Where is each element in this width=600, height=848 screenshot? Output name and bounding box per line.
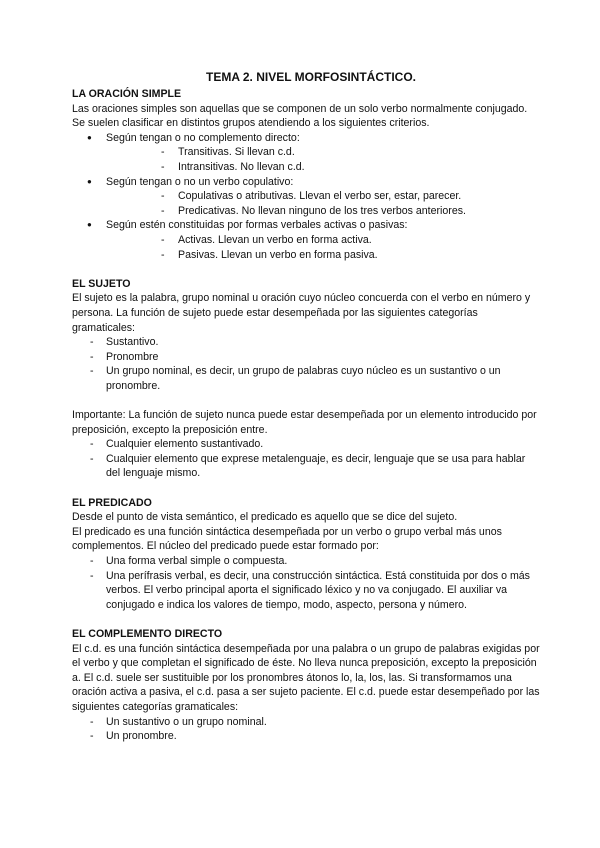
sujeto-list-2: [72, 437, 540, 481]
heading-predicado: EL PREDICADO: [72, 496, 152, 509]
criteria-label: Según estén constituidas por formas verbales activas o pasivas:: [106, 219, 408, 232]
criteria-subitem: - Activas. Llevan un verbo en forma activa.: [106, 233, 540, 248]
paragraph-oracion-simple: Las oraciones simples son aquellas que se componen de un solo verbo normalmente conjugado. Se suelen clasificar en distintos grupos atendiendo a los siguientes criterios.: [72, 102, 528, 130]
list-item: - Un grupo nominal, es decir, un grupo de palabras cuyo núcleo es un sustantivo o un pronombre.: [72, 364, 540, 393]
list-item: - Un sustantivo o un grupo nominal.: [72, 715, 540, 730]
paragraph-complemento-directo: El c.d. es una función sintáctica desempeñada por una palabra o un grupo de palabras exigidas por el verbo y que completan el significado de éste. No lleva nunca preposición, excepto la preposición a. El c.d. suele ser sustituible por los pronombres átonos lo, la, los, las. Si transformamos una oración activa a pasiva, el c.d. pasa a ser sujeto paciente. El c.d. puede estar desempeñado por las siguientes categorías gramaticales:: [72, 642, 540, 713]
paragraph-predicado-2: El predicado es una función sintáctica desempeñada por un verbo o grupo verbal más unos complementos. El núcleo del predicado puede estar formado por:: [72, 525, 502, 553]
paragraph-predicado-1: Desde el punto de vista semántico, el predicado es aquello que se dice del sujeto.: [72, 511, 458, 524]
criteria-subitem: - Pasivas. Llevan un verbo en forma pasiva.: [106, 248, 540, 263]
criteria-sublist: [106, 145, 540, 174]
list-item: - Una perífrasis verbal, es decir, una construcción sintáctica. Está constituida por dos o más verbos. El verbo principal aporta el significado léxico y no va conjugado. El auxiliar va conjugado e indica los valores de tiempo, modo, aspecto, persona y número.: [72, 569, 540, 613]
list-item: - Un pronombre.: [72, 729, 540, 744]
criteria-label: Según tengan o no complemento directo:: [106, 131, 300, 144]
heading-complemento-directo: EL COMPLEMENTO DIRECTO: [72, 627, 223, 640]
spacer: [72, 393, 540, 408]
criteria-subitem: - Intransitivas. No llevan c.d.: [106, 160, 540, 175]
criteria-sublist: [106, 189, 540, 218]
list-item: - Una forma verbal simple o compuesta.: [72, 554, 540, 569]
heading-oracion-simple: LA ORACIÓN SIMPLE: [72, 88, 182, 100]
criteria-subitem: - Copulativas o atributivas. Llevan el verbo ser, estar, parecer.: [106, 189, 540, 204]
cd-list: [72, 715, 540, 744]
list-item: - Cualquier elemento sustantivado.: [72, 437, 540, 452]
spacer: [72, 612, 540, 627]
spacer: [72, 262, 540, 277]
criteria-subitem: - Predicativas. No llevan ninguno de los tres verbos anteriores.: [106, 204, 540, 219]
criteria-list: [72, 131, 540, 262]
criteria-subitem: - Transitivas. Si llevan c.d.: [106, 145, 540, 160]
list-item: - Cualquier elemento que exprese metalenguaje, es decir, lenguaje que se usa para hablar del lenguaje mismo.: [72, 452, 540, 481]
spacer: [72, 481, 540, 496]
criteria-sublist: [106, 233, 540, 262]
criteria-label: Según tengan o no un verbo copulativo:: [106, 175, 294, 188]
document-title: TEMA 2. NIVEL MORFOSINTÁCTICO.: [205, 70, 416, 84]
heading-sujeto: EL SUJETO: [72, 277, 131, 290]
criteria-item: [72, 131, 540, 175]
criteria-item: [72, 175, 540, 219]
list-item: - Pronombre: [72, 350, 540, 365]
predicado-list: [72, 554, 540, 612]
list-item: - Sustantivo.: [72, 335, 540, 350]
sujeto-list: [72, 335, 540, 393]
paragraph-importante: Importante: La función de sujeto nunca puede estar desempeñada por un elemento introducido por preposición, excepto la preposición entre.: [72, 409, 537, 436]
criteria-item: [72, 218, 540, 262]
paragraph-sujeto: El sujeto es la palabra, grupo nominal u oración cuyo núcleo concuerda con el verbo en número y persona. La función de sujeto puede estar desempeñada por las siguientes categorías gramaticales:: [72, 292, 531, 334]
